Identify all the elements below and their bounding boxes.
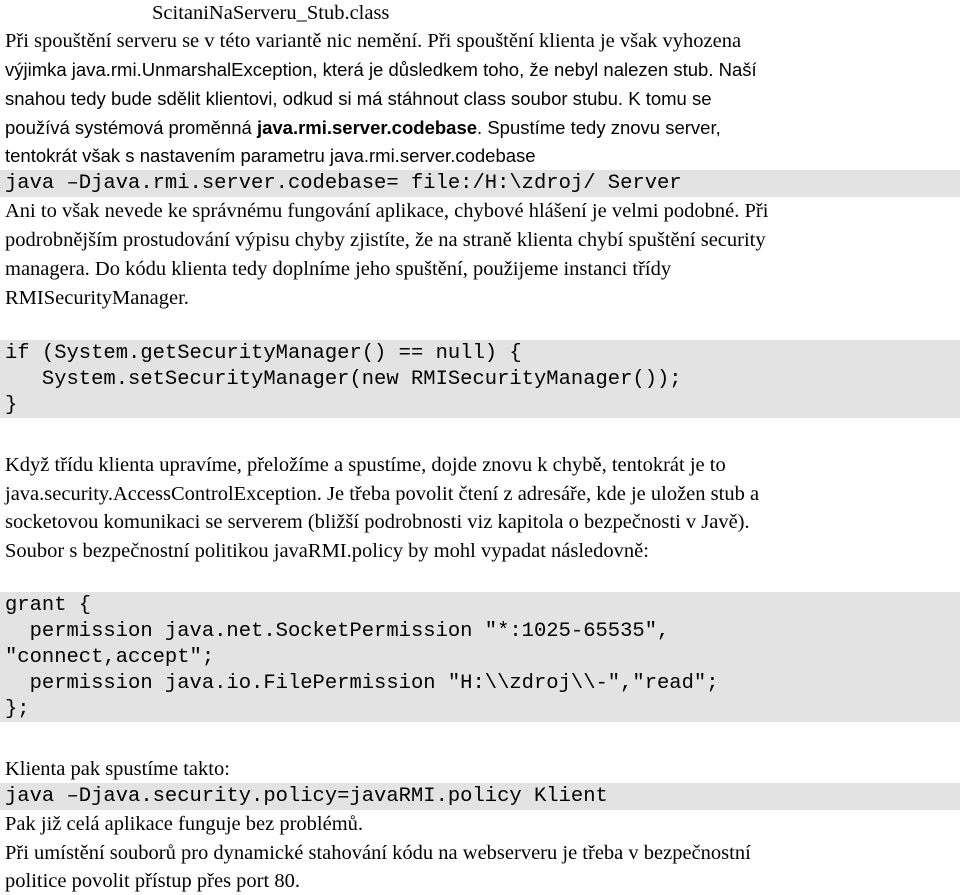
para3-line2: java.security.AccessControlException. Je třeba povolit čtení z adresáře, kde je uložen stub a — [5, 483, 760, 505]
server-command: java –Djava.rmi.server.codebase= file:/H:\zdroj/ Server — [5, 172, 682, 195]
code1-line1: if (System.getSecurityManager() == null) { — [5, 342, 522, 365]
para5-line3: politice povolit přístup přes port 80. — [5, 870, 300, 892]
para4-line1: Klienta pak spustíme takto: — [5, 758, 230, 780]
para1-line5: tentokrát však s nastavením parametru java.rmi.server.codebase — [5, 145, 536, 166]
para1-line4-text: používá systémová proměnná — [5, 117, 257, 138]
para3-line4: Soubor s bezpečnostní politikou javaRMI.policy by mohl vypadat následovně: — [5, 540, 649, 562]
para2-line3: managera. Do kódu klienta tedy doplníme jeho spuštění, použijeme instanci třídy — [5, 258, 672, 280]
code1-line2: System.setSecurityManager(new RMISecurityManager()); — [5, 368, 682, 391]
heading-filename: ScitaniNaServeru_Stub.class — [152, 2, 390, 24]
para2-line4: RMISecurityManager. — [5, 287, 189, 309]
policy-line3: "connect,accept"; — [5, 646, 215, 669]
code1-line3: } — [5, 394, 18, 417]
policy-line5: }; — [5, 698, 30, 721]
para3-line3: socketovou komunikaci se serverem (bližší podrobnosti viz kapitola o bezpečnosti v Javě). — [5, 511, 750, 533]
para2-line2: podrobnějším prostudování výpisu chyby zjistíte, že na straně klienta chybí spuštění security — [5, 229, 766, 251]
para1-line4 — [5, 115, 721, 141]
para1-line4-tail: . Spustíme tedy znovu server, — [477, 117, 721, 138]
codebase-property: java.rmi.server.codebase — [256, 117, 478, 138]
para5-line1: Pak již celá aplikace funguje bez problémů. — [5, 813, 364, 835]
para1-line1: Při spouštění serveru se v této variantě nic nemění. Při spouštění klienta je však vyhozena — [5, 30, 742, 52]
policy-line4: permission java.io.FilePermission "H:\\zdroj\\-","read"; — [5, 672, 719, 695]
para5-line2: Při umístění souborů pro dynamické stahování kódu na webserveru je třeba v bezpečnostní — [5, 842, 751, 864]
client-command: java –Djava.security.policy=javaRMI.policy Klient — [5, 785, 608, 808]
para1-line2: výjimka java.rmi.UnmarshalException, která je důsledkem toho, že nebyl nalezen stub. Naší — [5, 59, 757, 80]
para1-line3: snahou tedy bude sdělit klientovi, odkud si má stáhnout class soubor stubu. K tomu se — [5, 88, 712, 109]
para2-line1: Ani to však nevede ke správnému fungování aplikace, chybové hlášení je velmi podobné. Při — [5, 200, 769, 222]
policy-line2: permission java.net.SocketPermission "*:1025-65535", — [5, 620, 670, 643]
para3-line1: Když třídu klienta upravíme, přeložíme a spustíme, dojde znovu k chybě, tentokrát je to — [5, 454, 726, 476]
policy-line1: grant { — [5, 594, 92, 617]
